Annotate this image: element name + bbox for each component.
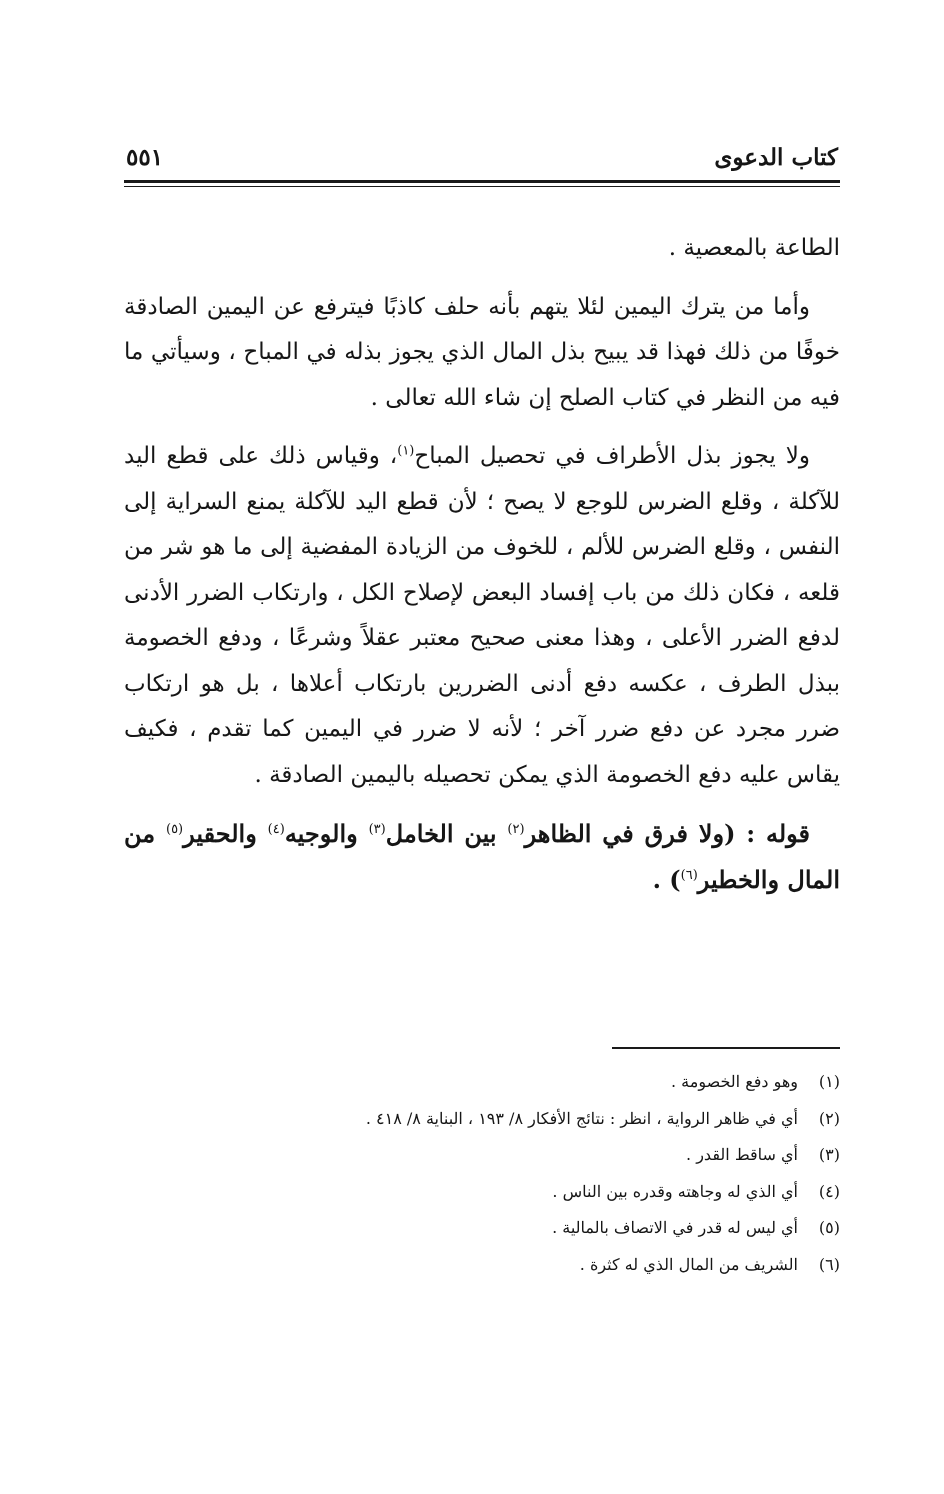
footnote-ref-6: (٦): [680, 867, 698, 883]
header-rule-thick: [124, 180, 840, 183]
main-text: [124, 226, 840, 915]
footnote-6: (٦)الشريف من المال الذي له كثرة .: [579, 1254, 840, 1274]
footnote-ref-4: (٤): [267, 822, 285, 837]
footnotes: [220, 1064, 840, 1283]
footnote-1: (١)وهو دفع الخصومة .: [671, 1072, 840, 1091]
header-rule-thin: [124, 186, 840, 187]
footnote-2: (٢)أي في ظاهر الرواية ، انظر : نتائج الأفكار ٨/ ١٩٣ ، البناية ٨/ ٤١٨ .: [365, 1108, 840, 1128]
page-number: ٥٥١: [126, 144, 164, 171]
paragraph-3: ولا يجوز بذل الأطراف في تحصيل المباح$^{(١)}$، وقياس ذلك على قطع اليد للآكلة ، وقلع الضرس للوجع لا يصح ؛ لأن قطع اليد للآكلة يمنع السراية إلى النفس ، وقلع الضرس للألم ، للخوف من الزيادة المفضية إلى ما هو شر من قلعه ، فكان ذلك من باب إفساد البعض لإصلاح الكل ، وارتكاب الضرر الأدنى لدفع الضرر الأعلى ، وهذا معنى صحيح معتبر عقلاً وشرعًا ، ودفع الخصومة ببذل الطرف ، عكسه دفع أدنى الضررين بارتكاب أعلاها ، بل هو ارتكاب ضرر مجرد عن دفع ضرر آخر ؛ لأنه لا ضرر في اليمين كما تقدم ، فكيف يقاس عليه دفع الخصومة الذي يمكن تحصيله باليمين الصادقة .: [124, 443, 840, 788]
paragraph-4-quote: قوله : (ولا فرق في الظاهر$^{(٢)}$ بين الخامل$^{(٣)}$ والوجيه$^{(٤)}$ والحقير$^{(٥)}$ من المال والخطير$^{(٦)}$) .: [124, 819, 840, 894]
footnote-3: (٣)أي ساقط القدر .: [686, 1145, 840, 1164]
footnote-separator: [612, 1047, 840, 1049]
footnote-ref-1: (١): [397, 443, 415, 459]
running-title: كتاب الدعوى: [714, 144, 838, 171]
footnote-5: (٥)أي ليس له قدر في الاتصاف بالمالية .: [552, 1218, 840, 1237]
paragraph-2: وأما من يترك اليمين لئلا يتهم بأنه حلف كاذبًا فيترفع عن اليمين الصادقة خوفًا من ذلك فهذا قد يبيح بذل المال الذي يجوز بذله في المباح ، وسيأتي ما فيه من النظر في كتاب الصلح إن شاء الله تعالى .: [124, 293, 840, 411]
footnote-4: (٤)أي الذي له وجاهته وقدره بين الناس .: [552, 1181, 840, 1201]
paragraph-1: الطاعة بالمعصية .: [668, 235, 840, 261]
footnote-ref-3: (٣): [368, 822, 386, 837]
footnote-ref-5: (٥): [165, 822, 184, 837]
footnote-ref-2: (٢): [507, 822, 525, 837]
